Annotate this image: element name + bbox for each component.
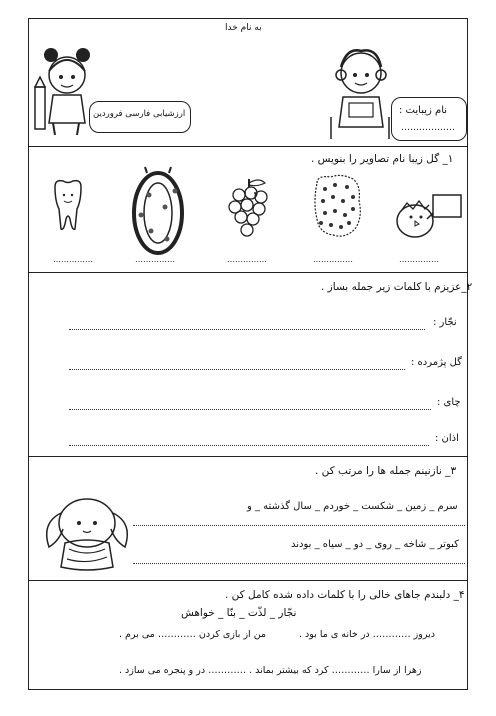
- right-name-dots: ………………: [401, 123, 455, 133]
- section-3-instruction: ۳_ نازنینم جمله ها را مرتب کن .: [315, 465, 457, 477]
- girl-reading-illustration: [327, 45, 393, 141]
- header-section: [29, 19, 467, 147]
- section-2-sentences: [29, 273, 473, 457]
- right-name-box: [391, 97, 467, 141]
- word-najjar: نجّار :: [433, 317, 457, 328]
- right-name-label: نام زیبایت :: [399, 105, 448, 116]
- scrambled-sentence-2: کبوتر _ شاخه _ روی _ دو _ سیاه _ بودند: [291, 539, 459, 550]
- answer-line-najjar[interactable]: [69, 329, 425, 330]
- answer-line-sentence-1[interactable]: [133, 525, 465, 526]
- left-title-label: ارزشیابی فارسی فروردین: [93, 109, 186, 119]
- seeds-answer-dots: ……………: [313, 255, 353, 264]
- word-gol-pazhmorde: گل پژمرده :: [411, 357, 462, 368]
- plush-toy-illustration: [39, 493, 135, 573]
- fill-line-2: زهرا از سارا ………… کرد که بیشتر بماند . ………… در و پنجره می سازد .: [119, 665, 422, 676]
- chick-answer-dots: ……………: [399, 255, 439, 264]
- word-chay: چای :: [437, 397, 461, 408]
- fill-line-1-left: من از بازی کردن ………… می برم .: [119, 629, 267, 640]
- grapes-answer-dots: ……………: [227, 255, 267, 264]
- section-1-instruction: ۱_ گل زیبا نام تصاویر را بنویس .: [311, 153, 454, 165]
- answer-line-sentence-2[interactable]: [133, 563, 465, 564]
- worksheet-frame: [28, 18, 473, 690]
- word-bank: نجّار _ لذّت _ بنّا _ خواهش: [181, 607, 297, 619]
- section-3-arrange: [29, 457, 467, 581]
- page-title: به نام خدا: [225, 23, 262, 33]
- tooth-picture: [51, 179, 85, 231]
- pomegranate-seeds-picture: [311, 173, 365, 239]
- chick-with-sign-picture: [393, 187, 465, 241]
- section-1-pictures: [29, 147, 467, 273]
- answer-line-gol-pazhmorde[interactable]: [69, 369, 405, 370]
- giraffe-answer-dots: ……………: [135, 255, 175, 264]
- word-azan: اذان :: [435, 433, 459, 444]
- grapes-picture: [225, 177, 273, 239]
- section-4-instruction: ۴_ دلبندم جاهای خالی را با کلمات داده شده کامل کن .: [225, 589, 465, 601]
- section-2-instruction: ۲_عزیزم با کلمات زیر جمله بساز .: [321, 281, 473, 293]
- answer-line-azan[interactable]: [69, 445, 429, 446]
- section-4-fill-blanks: [29, 581, 467, 689]
- fill-line-1-right: دیروز ………… در خانه ی ما بود .: [299, 629, 435, 640]
- answer-line-chay[interactable]: [69, 409, 431, 410]
- giraffe-letter-picture: [127, 165, 189, 257]
- scrambled-sentence-1: سرم _ زمین _ شکست _ خوردم _ سال گذشته _ و: [247, 501, 458, 512]
- tooth-answer-dots: ……………: [53, 255, 93, 264]
- girl-with-pencil-illustration: [33, 37, 93, 139]
